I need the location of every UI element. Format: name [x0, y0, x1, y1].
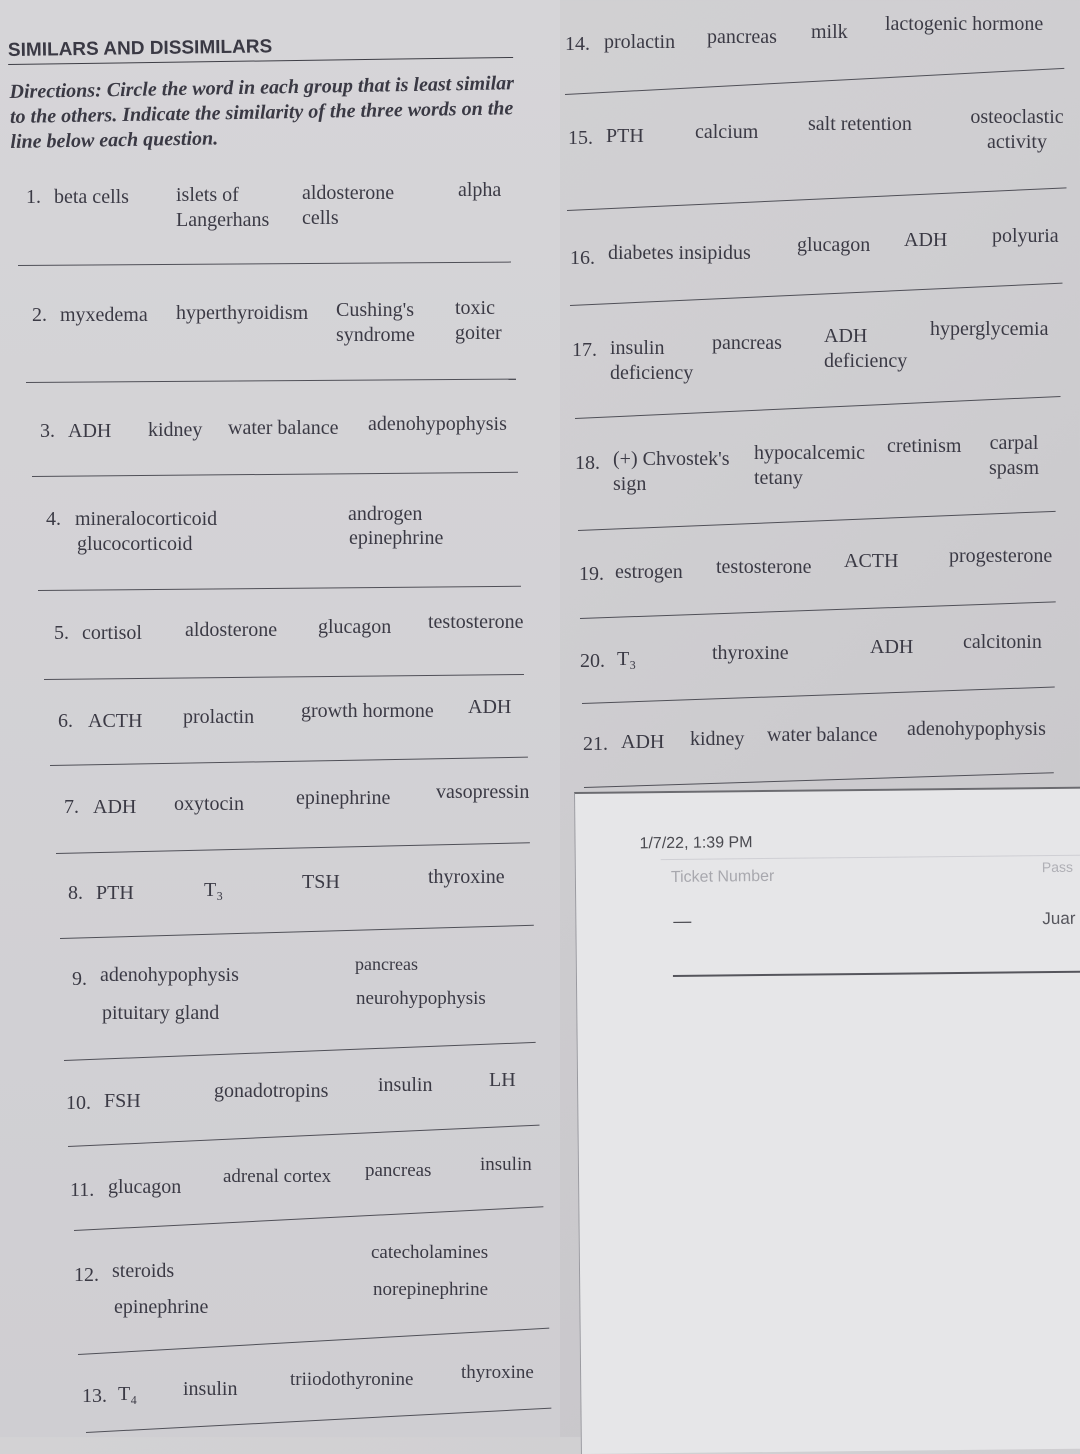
question-number: 9. [72, 968, 87, 990]
question-number: 4. [46, 508, 61, 530]
word-option[interactable]: neurohypophysis [356, 988, 486, 1009]
question-number: 5. [54, 622, 69, 644]
word-option[interactable]: steroids [112, 1260, 175, 1282]
word-option[interactable]: pancreas [707, 26, 777, 48]
question-number: 20. [580, 650, 605, 672]
word-option[interactable]: salt retention [808, 113, 912, 135]
word-option[interactable]: epinephrine [296, 787, 391, 809]
word-option[interactable]: glucagon [318, 616, 392, 638]
word-option[interactable]: ADH [870, 636, 914, 658]
question-number: 18. [575, 452, 600, 474]
word-option[interactable]: epinephrine [349, 527, 444, 549]
answer-line[interactable] [582, 686, 1055, 704]
slip-rule [673, 971, 1080, 977]
word-option[interactable]: toxic goiter [455, 297, 502, 344]
word-option[interactable]: gonadotropins [214, 1080, 329, 1102]
word-option[interactable]: adenohypophysis [100, 964, 239, 986]
word-option[interactable]: islets of Langerhans [176, 184, 270, 231]
word-option[interactable]: thyroxine [712, 642, 789, 664]
question-number: 19. [579, 563, 604, 585]
word-option[interactable]: T₃ [617, 648, 637, 670]
word-option[interactable]: calcium [695, 121, 759, 143]
word-option[interactable]: cretinism [887, 435, 962, 457]
word-option[interactable]: osteoclastic activity [970, 106, 1064, 153]
word-option[interactable]: aldosterone cells [302, 182, 395, 229]
word-option[interactable]: glucagon [797, 234, 871, 256]
word-option[interactable]: hyperglycemia [930, 318, 1049, 340]
answer-line[interactable] [578, 511, 1056, 531]
word-option[interactable]: pituitary gland [102, 1002, 220, 1024]
word-option[interactable]: polyuria [992, 225, 1059, 247]
word-option[interactable]: PTH [606, 125, 644, 147]
word-option[interactable]: lactogenic hormone [885, 13, 1044, 35]
word-option[interactable]: vasopressin [436, 781, 530, 803]
pass-label: Pass [1041, 858, 1074, 876]
answer-line[interactable] [565, 68, 1064, 95]
word-option[interactable]: progesterone [949, 545, 1053, 567]
question-number: 7. [64, 796, 79, 818]
question-number: 1. [26, 186, 41, 208]
word-option[interactable]: ADH [904, 229, 948, 251]
word-option[interactable]: glucocorticoid [77, 533, 193, 555]
word-option[interactable]: insulin [378, 1074, 433, 1096]
word-option[interactable]: ADH [68, 420, 112, 442]
question-number: 6. [58, 710, 73, 732]
word-option[interactable]: oxytocin [174, 793, 244, 815]
ticket-number-label: Ticket Number [670, 867, 775, 886]
answer-line[interactable] [575, 396, 1061, 419]
question-number: 10. [66, 1092, 91, 1114]
question-number: 12. [74, 1264, 99, 1286]
word-option[interactable]: testosterone [428, 611, 524, 633]
slip-dash: — [673, 910, 692, 931]
word-option[interactable]: Cushing's syndrome [336, 299, 415, 346]
word-option[interactable]: FSH [104, 1090, 141, 1112]
slip-date: 1/7/22, 1:39 PM [639, 834, 753, 853]
word-option[interactable]: carpal spasm [989, 432, 1039, 479]
word-option[interactable]: ADH [468, 696, 512, 718]
ticket-slip [574, 787, 1080, 1454]
word-option[interactable]: mineralocorticoid [75, 508, 218, 530]
word-option[interactable]: kidney [690, 728, 745, 750]
question-number: 21. [583, 733, 608, 755]
word-option[interactable]: insulin deficiency [610, 337, 694, 384]
word-option[interactable]: norepinephrine [373, 1279, 489, 1300]
answer-line[interactable] [584, 772, 1054, 788]
word-option[interactable]: beta cells [54, 186, 129, 208]
question-number: 11. [70, 1179, 95, 1201]
question-number: 3. [40, 420, 55, 442]
word-option[interactable]: pancreas [365, 1160, 432, 1181]
word-option[interactable]: ADH [621, 731, 665, 753]
word-option[interactable]: thyroxine [428, 866, 505, 888]
word-option[interactable]: water balance [228, 417, 339, 439]
word-option[interactable]: insulin [480, 1154, 532, 1175]
answer-line[interactable] [570, 283, 1063, 306]
word-option[interactable]: alpha [458, 179, 502, 201]
word-option[interactable]: milk [811, 21, 848, 43]
word-option[interactable]: calcitonin [963, 631, 1042, 653]
word-option[interactable]: adenohypophysis [907, 718, 1046, 740]
word-option[interactable]: kidney [148, 419, 203, 441]
word-option[interactable]: T₃ [204, 879, 224, 901]
word-option[interactable]: PTH [96, 882, 134, 904]
word-option[interactable]: diabetes insipidus [608, 242, 751, 264]
word-option[interactable]: cortisol [82, 622, 142, 644]
question-number: 2. [32, 304, 47, 326]
word-option[interactable]: prolactin [183, 706, 255, 728]
word-option[interactable]: aldosterone [185, 619, 278, 641]
worksheet-heading: SIMILARS AND DISSIMILARS [8, 33, 513, 65]
slip-divider [661, 855, 1080, 861]
word-option[interactable]: T₄ [118, 1383, 138, 1405]
word-option[interactable]: ADH [93, 796, 137, 818]
question-number: 16. [570, 247, 595, 269]
question-number: 15. [568, 127, 593, 149]
directions-text: Directions: Circle the word in each group that is least similar to the others. Indicate the similarity of the three words on the line below each question. [9, 72, 515, 153]
word-option[interactable]: ACTH [88, 710, 143, 732]
word-option[interactable]: insulin [183, 1378, 238, 1400]
word-option[interactable]: testosterone [716, 556, 812, 578]
word-option[interactable]: ACTH [844, 550, 899, 572]
word-option[interactable]: epinephrine [114, 1296, 209, 1318]
word-option[interactable]: myxedema [60, 304, 148, 326]
answer-line[interactable] [580, 601, 1056, 619]
word-option[interactable]: growth hormone [301, 700, 434, 722]
word-option[interactable]: (+) Chvostek's sign [613, 448, 730, 495]
question-number: 13. [82, 1385, 107, 1407]
word-option[interactable]: androgen [348, 503, 423, 525]
word-option[interactable]: pancreas [355, 954, 418, 974]
word-option[interactable]: thyroxine [461, 1362, 534, 1383]
word-option[interactable]: glucagon [108, 1176, 182, 1198]
question-number: 17. [572, 339, 597, 361]
word-option[interactable]: estrogen [615, 561, 683, 583]
word-option[interactable]: TSH [302, 871, 340, 893]
question-number: 14. [565, 33, 590, 55]
slip-name: Juar [1042, 908, 1076, 929]
word-option[interactable]: prolactin [604, 31, 676, 53]
word-option[interactable]: LH [489, 1069, 516, 1091]
question-number: 8. [68, 882, 83, 904]
word-option[interactable]: water balance [767, 724, 878, 746]
word-option[interactable]: adrenal cortex [223, 1166, 332, 1187]
answer-line[interactable] [567, 187, 1067, 211]
word-option[interactable]: hypocalcemic tetany [754, 442, 866, 489]
word-option[interactable]: triiodothyronine [290, 1369, 414, 1390]
word-option[interactable]: adenohypophysis [368, 413, 507, 435]
word-option[interactable]: catecholamines [371, 1242, 489, 1263]
word-option[interactable]: pancreas [712, 332, 782, 354]
word-option[interactable]: ADH deficiency [824, 325, 908, 372]
word-option[interactable]: hyperthyroidism [176, 302, 309, 324]
